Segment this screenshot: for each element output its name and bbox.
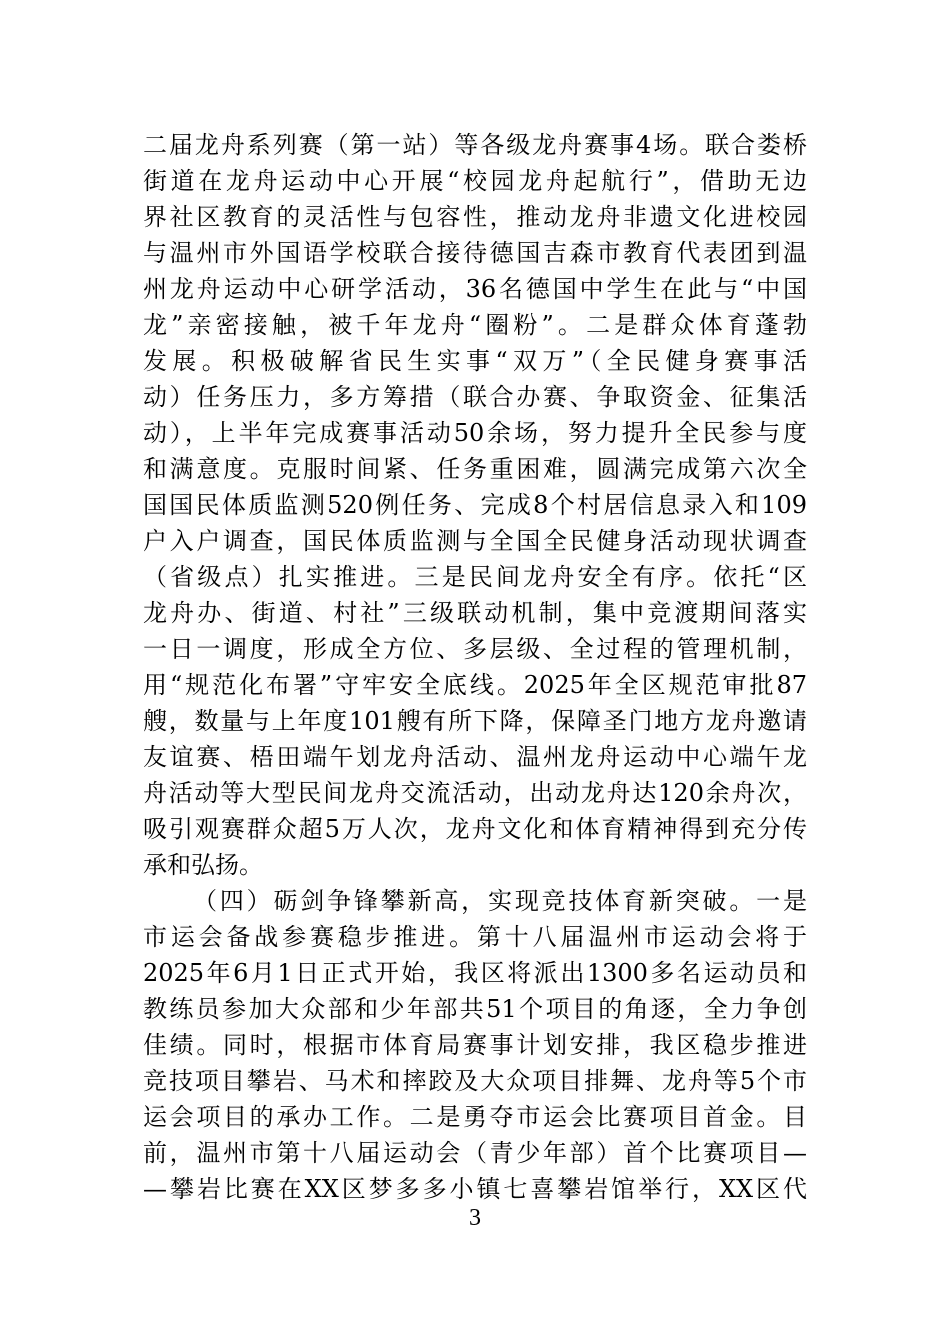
body-line: 前，温州市第十八届运动会（青少年部）首个比赛项目—: [143, 1139, 807, 1167]
body-line: 教练员参加大众部和少年部共51个项目的角逐，全力争创: [143, 995, 807, 1023]
body-line: 运会项目的承办工作。二是勇夺市运会比赛项目首金。目: [143, 1103, 807, 1131]
body-line: 舟活动等大型民间龙舟交流活动，出动龙舟达120余舟次，: [143, 779, 807, 807]
body-line: 竞技项目攀岩、马术和摔跤及大众项目排舞、龙舟等5个市: [143, 1067, 807, 1095]
body-line: 用“规范化布署”守牢安全底线。2025年全区规范审批87: [143, 671, 807, 699]
body-line: 龙舟办、街道、村社”三级联动机制，集中竞渡期间落实: [143, 599, 807, 627]
body-line: 国国民体质监测520例任务、完成8个村居信息录入和109: [143, 491, 807, 519]
body-line: （省级点）扎实推进。三是民间龙舟安全有序。依托“区: [143, 563, 807, 591]
body-line: 佳绩。同时，根据市体育局赛事计划安排，我区稳步推进: [143, 1031, 807, 1059]
body-line: 二届龙舟系列赛（第一站）等各级龙舟赛事4场。联合娄桥: [143, 131, 807, 159]
section-heading-line: （四）砺剑争锋攀新高，实现竞技体育新突破。一是: [193, 887, 807, 915]
body-line: 街道在龙舟运动中心开展“校园龙舟起航行”，借助无边: [143, 167, 807, 195]
page-number: 3: [469, 1205, 481, 1231]
body-line: 与温州市外国语学校联合接待德国吉森市教育代表团到温: [143, 239, 807, 267]
body-line: —攀岩比赛在XX区梦多多小镇七喜攀岩馆举行，XX区代: [143, 1175, 807, 1203]
body-line: 发展。积极破解省民生实事“双万”（全民健身赛事活: [143, 347, 807, 375]
body-line: 龙”亲密接触，被千年龙舟“圈粉”。二是群众体育蓬勃: [143, 311, 807, 339]
body-line: 友谊赛、梧田端午划龙舟活动、温州龙舟运动中心端午龙: [143, 743, 807, 771]
body-line: 户入户调查，国民体质监测与全国全民健身活动现状调查: [143, 527, 807, 555]
body-line: 界社区教育的灵活性与包容性，推动龙舟非遗文化进校园: [143, 203, 807, 231]
body-line: 艘，数量与上年度101艘有所下降，保障圣门地方龙舟邀请: [143, 707, 807, 735]
body-line: 吸引观赛群众超5万人次，龙舟文化和体育精神得到充分传: [143, 815, 807, 843]
body-line: 市运会备战参赛稳步推进。第十八届温州市运动会将于: [143, 923, 807, 951]
body-line: 承和弘扬。: [143, 851, 263, 879]
body-line: 动）任务压力，多方筹措（联合办赛、争取资金、征集活: [143, 383, 807, 411]
body-line: 和满意度。克服时间紧、任务重困难，圆满完成第六次全: [143, 455, 807, 483]
body-line: 一日一调度，形成全方位、多层级、全过程的管理机制，: [143, 635, 807, 663]
body-line: 州龙舟运动中心研学活动，36名德国中学生在此与“中国: [143, 275, 807, 303]
body-line: 2025年6月1日正式开始，我区将派出1300多名运动员和: [143, 959, 807, 987]
body-line: 动），上半年完成赛事活动50余场，努力提升全民参与度: [143, 419, 807, 447]
